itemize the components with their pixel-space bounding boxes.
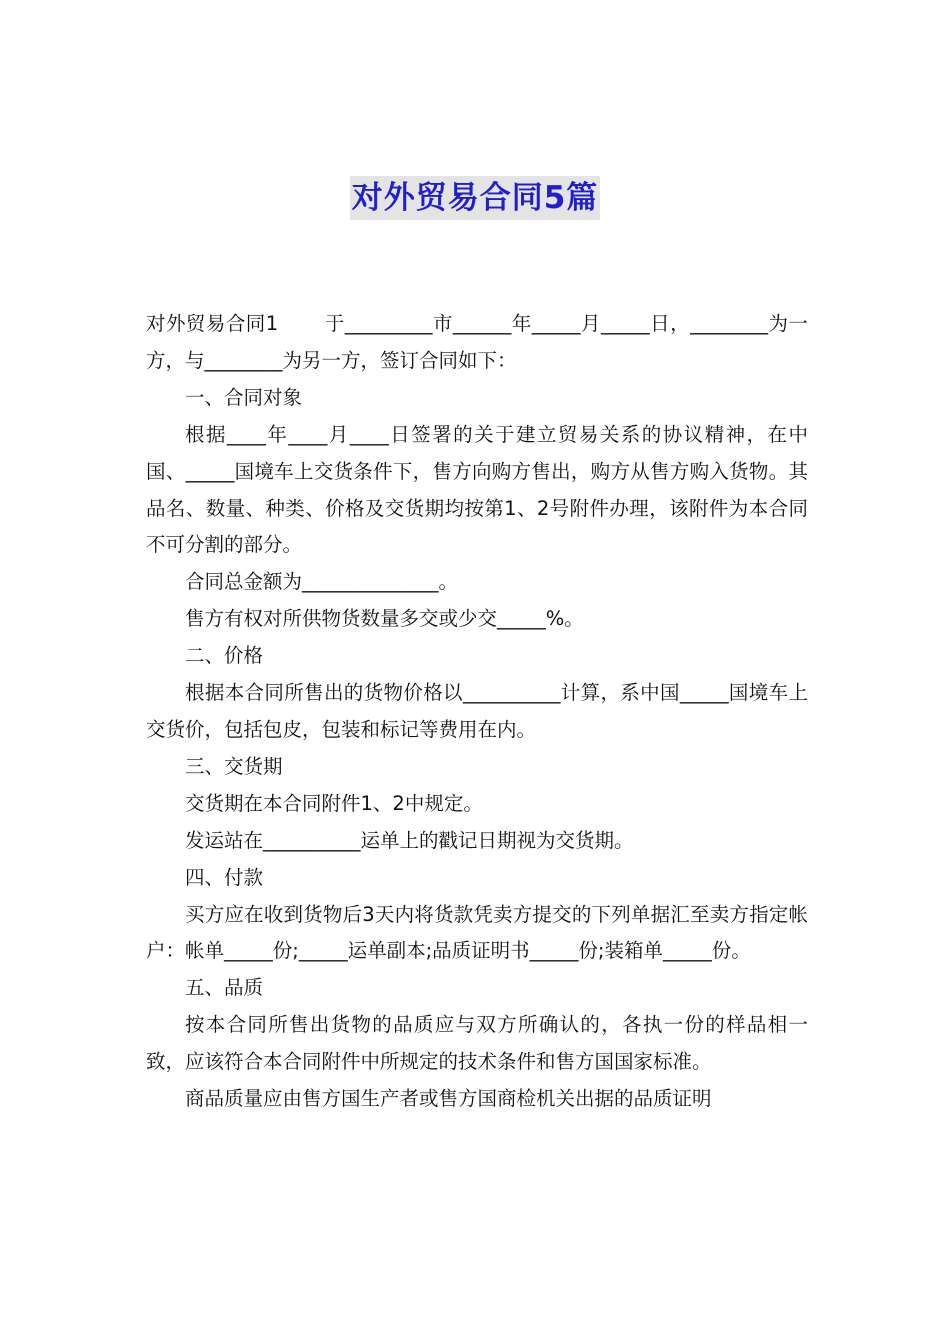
paragraph: 合同总金额为______________。 [185, 570, 459, 594]
paragraph: 商品质量应由售方国生产者或售方国商检机关出据的品质证明 [185, 1087, 712, 1111]
paragraph: 根据____年____月____日签署的关于建立贸易关系的协议精神，在中国、_____国境车上交货条件下，售方向购方售出，购方从售方购入货物。其品名、数量、种类、价格及交货期均按第1、2号附件办理，该附件为本合同不可分割的部分。 [146, 422, 808, 557]
paragraph-intro: 对外贸易合同1 于_________市______年_____月_____日，________为一方，与________为另一方，签订合同如下： [146, 312, 808, 372]
paragraph: 按本合同所售出货物的品质应与双方所确认的，各执一份的样品相一致，应该符合本合同附件中所规定的技术条件和售方国国家标准。 [146, 1013, 808, 1074]
document-body [146, 306, 808, 1118]
paragraph: 交货期在本合同附件1、2中规定。 [185, 791, 483, 815]
paragraph: 买方应在收到货物后3天内将货款凭卖方提交的下列单据汇至卖方指定帐户：帐单_____份;_____运单副本;品质证明书_____份;装箱单_____份。 [146, 902, 808, 963]
section-heading-4: 四、付款 [185, 865, 264, 889]
document-title: 对外贸易合同5篇 [350, 176, 601, 220]
title-container [0, 176, 950, 220]
paragraph: 售方有权对所供物货数量多交或少交_____%。 [185, 607, 584, 631]
paragraph: 根据本合同所售出的货物价格以__________计算，系中国_____国境车上交货价，包括包皮，包装和标记等费用在内。 [146, 681, 808, 741]
paragraph: 发运站在__________运单上的戳记日期视为交货期。 [185, 828, 634, 852]
section-heading-2: 二、价格 [185, 644, 264, 668]
section-heading-1: 一、合同对象 [185, 385, 303, 409]
section-heading-5: 五、品质 [185, 976, 264, 1000]
section-heading-3: 三、交货期 [185, 754, 283, 778]
